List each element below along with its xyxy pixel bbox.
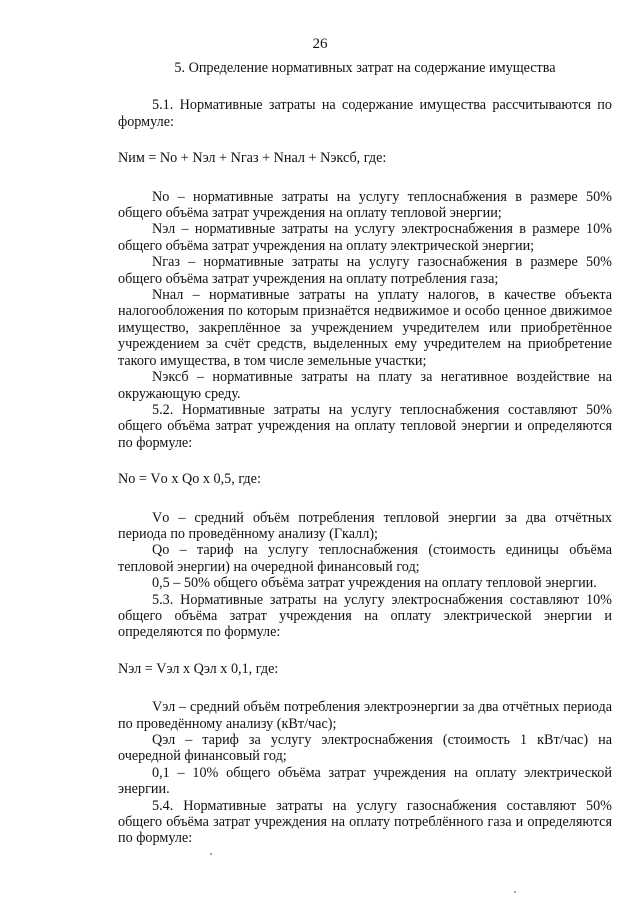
page-number: 26 — [312, 36, 328, 52]
section-heading: 5. Определение нормативных затрат на содержание имущества — [174, 60, 556, 76]
definition-nnal: Nнал – нормативные затраты на уплату налогов, в качестве объекта налогообложения по которым признаётся недвижимое и особо ценное движимое имущество, закреплённое за учреждением учредителем или приобретённое учреждением за счёт средств, выделенных ему учредителем на приобретение такого имущества, в том числе земельные участки; — [118, 287, 612, 369]
formula-electricity: Nэл = Vэл х Qэл х 0,1, где: — [118, 660, 279, 677]
definition-vel: Vэл – средний объём потребления электроэнергии за два отчётных периода по проведённому анализу (кВт/час); — [118, 699, 612, 732]
scan-speck — [210, 853, 212, 855]
definition-neksb: Nэксб – нормативные затраты на плату за негативное воздействие на окружающую среду. — [118, 369, 612, 402]
definition-ngaz: Nгаз – нормативные затраты на услугу газоснабжения в размере 50% общего объёма затрат учреждения на оплату потребления газа; — [118, 254, 612, 287]
definition-qel: Qэл – тариф за услугу электроснабжения (стоимость 1 кВт/час) на очередной финансовый год; — [118, 732, 612, 765]
paragraph-5-2: 5.2. Нормативные затраты на услугу теплоснабжения составляют 50% общего объёма затрат учреждения на оплату тепловой энергии и определяются по формуле: — [118, 401, 612, 451]
formula-property-costs: Nим = Nо + Nэл + Nгаз + Nнал + Nэксб, где: — [118, 150, 387, 167]
paragraph-5-3: 5.3. Нормативные затраты на услугу электроснабжения составляют 10% общего объёма затрат учреждения на оплату электрической энергии и определяются по формуле: — [118, 591, 612, 641]
definition-no: Nо – нормативные затраты на услугу теплоснабжения в размере 50% общего объёма затрат учреждения на оплату тепловой энергии; — [118, 188, 612, 222]
document-body — [118, 60, 612, 847]
definition-vo: Vо – средний объём потребления тепловой энергии за два отчётных периода по проведённому анализу (Гкалл); — [118, 509, 612, 542]
definition-nel: Nэл – нормативные затраты на услугу электроснабжения в размере 10% общего объёма затрат учреждения на оплату электрической энергии; — [118, 221, 612, 254]
scan-speck — [514, 891, 516, 893]
definition-coef-01: 0,1 – 10% общего объёма затрат учреждения на оплату электрической энергии. — [118, 764, 612, 798]
definition-coef-05: 0,5 – 50% общего объёма затрат учреждения на оплату тепловой энергии. — [152, 575, 597, 592]
formula-heat-supply: Nо = Vо х Qо х 0,5, где: — [118, 471, 261, 488]
paragraph-5-1: 5.1. Нормативные затраты на содержание имущества рассчитываются по формуле: — [118, 97, 612, 130]
paragraph-5-4: 5.4. Нормативные затраты на услугу газоснабжения составляют 50% общего объёма затрат учреждения на оплату потреблённого газа и определяются по формуле: — [118, 797, 612, 847]
definition-qo: Qо – тариф на услугу теплоснабжения (стоимость единицы объёма тепловой энергии) на очередной финансовый год; — [118, 542, 612, 575]
